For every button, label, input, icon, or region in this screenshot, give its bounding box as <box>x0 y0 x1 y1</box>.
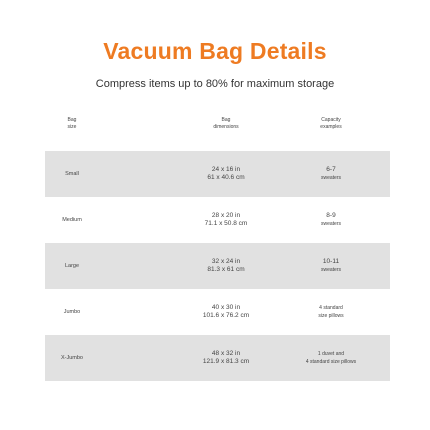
row-dimensions: 48 x 32 in 121.9 x 81.3 cm <box>202 350 250 365</box>
page-subtitle: Compress items up to 80% for maximum storage <box>95 78 335 90</box>
row-dimensions: 24 x 16 in 61 x 40.6 cm <box>207 166 245 181</box>
row-size: Small <box>65 171 79 177</box>
row-capacity: 8-9 sweaters <box>320 212 341 227</box>
table-header <box>45 117 390 151</box>
row-capacity: 10-11 sweaters <box>320 258 341 273</box>
table-row <box>45 289 390 335</box>
header-capacity-examples: Capacity examples <box>320 117 342 130</box>
header-bag-dimensions: Bag dimensions <box>213 117 239 130</box>
row-dimensions: 28 x 20 in 71.1 x 50.8 cm <box>204 212 248 227</box>
row-dimensions: 40 x 30 in 101.6 x 76.2 cm <box>202 304 250 319</box>
row-capacity: 4 standard size pillows <box>318 305 344 319</box>
row-size: Medium <box>62 217 82 223</box>
table-row <box>45 243 390 289</box>
table-row <box>45 335 390 381</box>
table-row <box>45 197 390 243</box>
page-title: Vacuum Bag Details <box>103 38 327 64</box>
row-dimensions: 32 x 24 in 81.3 x 61 cm <box>207 258 245 273</box>
row-size: Large <box>64 263 80 269</box>
table-row <box>45 151 390 197</box>
header-bag-size: Bag size <box>67 117 77 130</box>
row-capacity: 1 duvet and 4 standard size pillows <box>305 351 357 365</box>
row-capacity: 6-7 sweaters <box>320 166 341 181</box>
size-table <box>45 117 390 381</box>
row-size: Jumbo <box>63 309 81 315</box>
row-size: X-Jumbo <box>60 355 83 361</box>
